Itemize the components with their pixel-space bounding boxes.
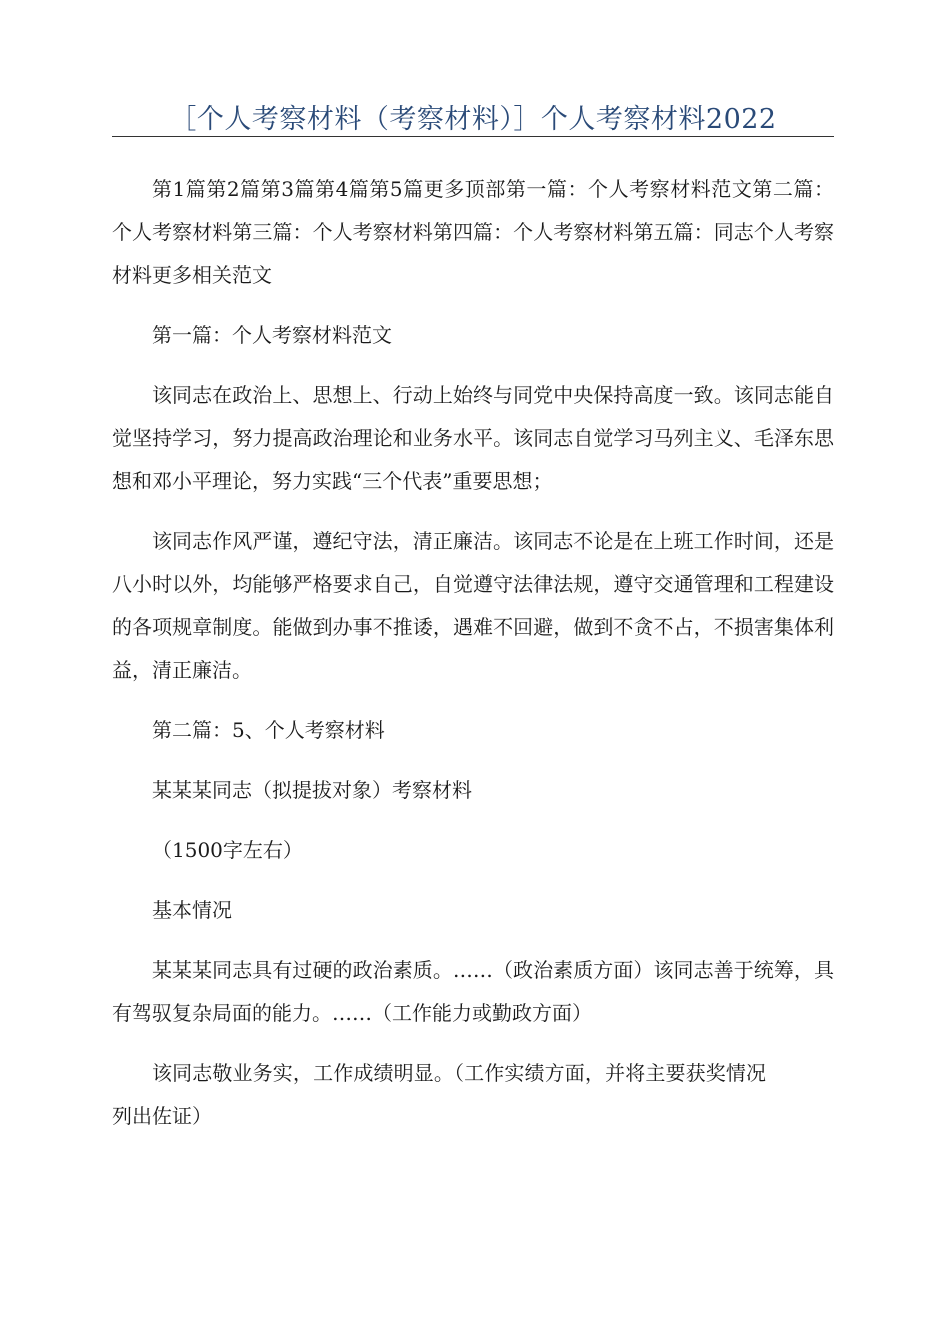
- title-underline: [112, 136, 834, 137]
- paragraph-political-stance: 该同志在政治上、思想上、行动上始终与同党中央保持高度一致。该同志能自觉坚持学习，努力提高政治理论和业务水平。该同志自觉学习马列主义、毛泽东思想和邓小平理论，努力实践“三个代表”重要思想；: [112, 383, 834, 493]
- paragraph-basic-info-heading: 基本情况: [152, 898, 232, 922]
- paragraph-section-heading-1: 第一篇：个人考察材料范文: [152, 323, 392, 347]
- paragraph-material-title: 某某某同志（拟提拔对象）考察材料: [152, 778, 472, 802]
- paragraph-work-performance: 该同志敬业务实，工作成绩明显。（工作实绩方面，并将主要获奖情况列出佐证）: [112, 1061, 766, 1128]
- document-body: [112, 168, 834, 1155]
- paragraph-table-of-contents: 第1篇第2篇第3篇第4篇第5篇更多顶部第一篇：个人考察材料范文第二篇：个人考察材料第三篇：个人考察材料第四篇：个人考察材料第五篇：同志个人考察材料更多相关范文: [112, 177, 834, 287]
- paragraph-section-heading-2: 第二篇：5、个人考察材料: [152, 718, 385, 742]
- paragraph-work-style: 该同志作风严谨，遵纪守法，清正廉洁。该同志不论是在上班工作时间，还是八小时以外，均能够严格要求自己，自觉遵守法律法规，遵守交通管理和工程建设的各项规章制度。能做到办事不推诿，遇难不回避，做到不贪不占，不损害集体利益，清正廉洁。: [112, 529, 834, 682]
- paragraph-political-quality: 某某某同志具有过硬的政治素质。……（政治素质方面）该同志善于统筹，具有驾驭复杂局面的能力。……（工作能力或勤政方面）: [112, 958, 834, 1025]
- document-title: ［个人考察材料（考察材料）］个人考察材料2022: [169, 104, 777, 135]
- paragraph-word-count-note: （1500字左右）: [152, 838, 303, 862]
